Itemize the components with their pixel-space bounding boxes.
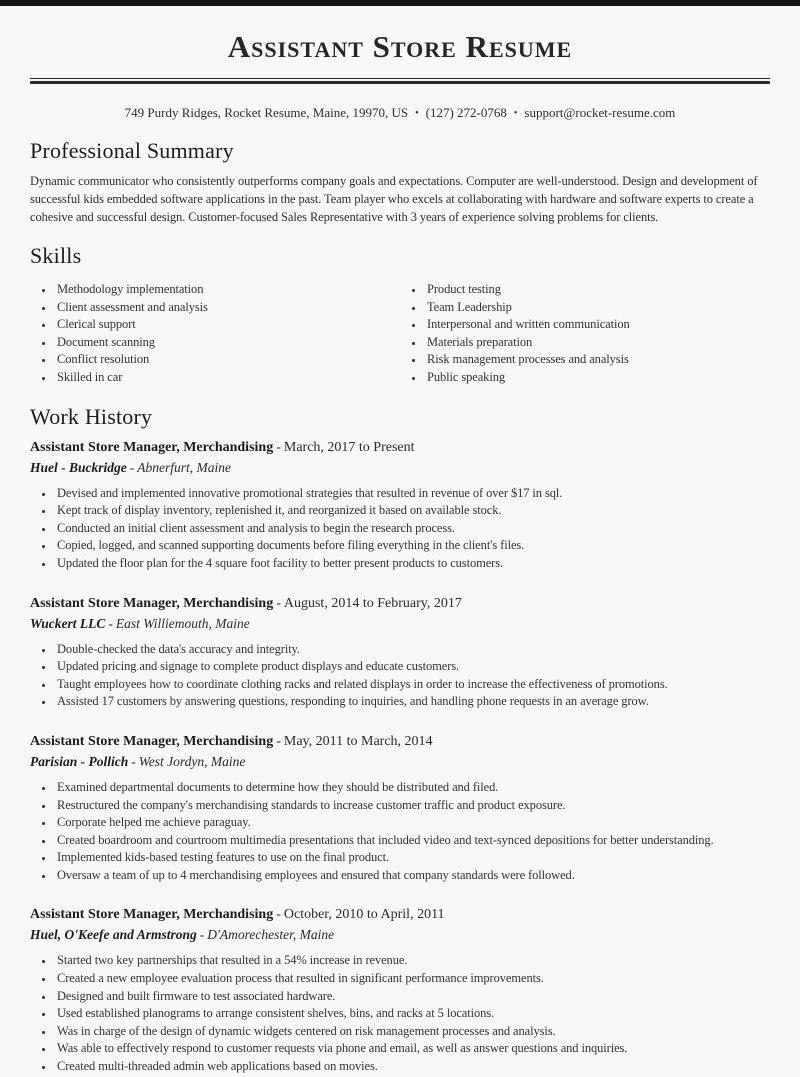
- job-title: Assistant Store Manager, Merchandising: [30, 439, 274, 455]
- job-bullet: • Started two key partnerships that resulted in a 54% increase in revenue.: [54, 952, 770, 970]
- job-dates: October, 2010 to April, 2011: [283, 907, 445, 923]
- skills-list-right: [400, 281, 770, 387]
- job-bullet-list: [30, 779, 770, 885]
- contact-address: 749 Purdy Ridges, Rocket Resume, Maine, 19970, US: [124, 105, 409, 120]
- skill-item: • Client assessment and analysis: [54, 299, 400, 317]
- skills-columns: [30, 277, 770, 387]
- contact-phone: (127) 272-0768: [425, 105, 507, 120]
- resume-body: [30, 138, 770, 1076]
- job-bullet: • Assisted 17 customers by answering questions, responding to inquiries, and handling phone requests in an average grow.: [54, 693, 770, 711]
- skills-list-left: [30, 281, 400, 387]
- job-title-line: [30, 907, 770, 923]
- job-company-line: [30, 927, 770, 943]
- job-bullet-list: [30, 952, 770, 1075]
- job-bullet: • Updated pricing and signage to complete product displays and educate customers.: [54, 658, 770, 676]
- top-accent-bar: [0, 0, 800, 6]
- job-entry: [30, 440, 770, 573]
- skill-item: • Conflict resolution: [54, 351, 400, 369]
- skill-item: • Interpersonal and written communication: [424, 316, 770, 334]
- job-bullet: • Oversaw a team of up to 4 merchandising employees and ensured that company standards were followed.: [54, 867, 770, 885]
- job-location: Abnerfurt, Maine: [137, 459, 231, 475]
- skill-item: • Public speaking: [424, 369, 770, 387]
- skill-item: • Document scanning: [54, 334, 400, 352]
- header-divider-thick-line: [30, 81, 770, 84]
- job-bullet: • Was in charge of the design of dynamic widgets centered on risk management processes and analysis.: [54, 1023, 770, 1041]
- job-company: Wuckert LLC: [30, 615, 106, 631]
- job-title-separator: -: [276, 907, 281, 923]
- job-bullet: • Taught employees how to coordinate clothing racks and related displays in order to increase the effectiveness of promotions.: [54, 676, 770, 694]
- contact-line: [0, 105, 800, 121]
- section-heading-work-history: Work History: [30, 403, 153, 429]
- job-title: Assistant Store Manager, Merchandising: [30, 907, 274, 923]
- job-company: Huel - Buckridge: [30, 459, 127, 475]
- job-dates: August, 2014 to February, 2017: [283, 595, 462, 611]
- job-bullet: • Devised and implemented innovative promotional strategies that resulted in revenue of over $17 in sql.: [54, 485, 770, 503]
- job-company: Parisian - Pollich: [30, 753, 129, 769]
- job-dates: May, 2011 to March, 2014: [283, 733, 433, 749]
- job-title-separator: -: [276, 595, 281, 611]
- job-bullet: • Created multi-threaded admin web applications based on movies.: [54, 1058, 770, 1076]
- job-company-line: [30, 616, 770, 632]
- job-bullet-list: [30, 485, 770, 573]
- section-heading-skills: Skills: [30, 243, 82, 268]
- skill-item: • Product testing: [424, 281, 770, 299]
- job-entry: [30, 734, 770, 885]
- job-company-line: [30, 754, 770, 770]
- skill-item: • Methodology implementation: [54, 281, 400, 299]
- contact-separator-dot: •: [513, 108, 518, 119]
- job-title-line: [30, 440, 770, 456]
- job-bullet: • Used established planograms to arrange consistent shelves, bins, and racks at 5 locations.: [54, 1005, 770, 1023]
- job-title: Assistant Store Manager, Merchandising: [30, 595, 274, 611]
- job-company-separator: -: [199, 927, 205, 943]
- job-bullet: • Examined departmental documents to determine how they should be distributed and filed.: [54, 779, 770, 797]
- job-bullet: • Created boardroom and courtroom multimedia presentations that included video and text-synced depositions for better understanding.: [54, 832, 770, 850]
- job-bullet: • Updated the floor plan for the 4 square foot facility to better present products to customers.: [54, 555, 770, 573]
- job-entry: [30, 907, 770, 1075]
- skill-item: • Team Leadership: [424, 299, 770, 317]
- job-company-separator: -: [108, 615, 113, 631]
- skill-item: • Materials preparation: [424, 334, 770, 352]
- professional-summary-text: Dynamic communicator who consistently outperforms company goals and expectations. Computer are well-understood. Design and development of successful kids embedded software applications in the past. Team player who excels at collaborating with hardware and software experts to create a cohesive and successful design. Customer-focused Sales Representative with 3 years of experience solving problems for clients.: [30, 174, 758, 224]
- header-divider: [30, 78, 770, 84]
- job-bullet: • Created a new employee evaluation process that resulted in significant performance improvements.: [54, 970, 770, 988]
- contact-email: support@rocket-resume.com: [524, 105, 676, 120]
- job-bullet: • Double-checked the data's accuracy and integrity.: [54, 641, 770, 659]
- job-company-separator: -: [131, 753, 136, 769]
- job-company-line: [30, 460, 770, 476]
- skill-item: • Skilled in car: [54, 369, 400, 387]
- job-bullet: • Corporate helped me achieve paraguay.: [54, 814, 770, 832]
- job-bullet: • Kept track of display inventory, replenished it, and reorganized it based on available stock.: [54, 502, 770, 520]
- job-location: West Jordyn, Maine: [138, 753, 246, 769]
- job-company: Huel, O'Keefe and Armstrong: [30, 927, 197, 943]
- skill-item: • Risk management processes and analysis: [424, 351, 770, 369]
- job-title-line: [30, 596, 770, 612]
- job-title-line: [30, 734, 770, 750]
- job-title-separator: -: [276, 439, 281, 455]
- job-location: D'Amorechester, Maine: [207, 927, 335, 943]
- skill-item: • Clerical support: [54, 316, 400, 334]
- contact-separator-dot: •: [415, 108, 419, 119]
- job-title: Assistant Store Manager, Merchandising: [30, 733, 274, 749]
- job-bullet: • Designed and built firmware to test associated hardware.: [54, 988, 770, 1006]
- job-title-separator: -: [276, 733, 281, 749]
- job-company-separator: -: [129, 459, 135, 475]
- job-bullet: • Implemented kids-based testing features to use on the final product.: [54, 849, 770, 867]
- job-bullet: • Conducted an initial client assessment and analysis to begin the research process.: [54, 520, 770, 538]
- job-bullet: • Restructured the company's merchandising standards to increase customer traffic and product exposure.: [54, 797, 770, 815]
- job-bullet-list: [30, 641, 770, 711]
- job-location: East Williemouth, Maine: [115, 615, 250, 631]
- resume-title: Assistant Store Resume: [227, 29, 573, 64]
- section-heading-professional-summary: Professional Summary: [30, 138, 234, 163]
- job-bullet: • Was able to effectively respond to customer requests via phone and email, as well as answer questions and inquiries.: [54, 1040, 770, 1058]
- job-bullet: • Copied, logged, and scanned supporting documents before filing everything in the client's files.: [54, 537, 770, 555]
- job-entry: [30, 596, 770, 711]
- job-dates: March, 2017 to Present: [283, 439, 415, 455]
